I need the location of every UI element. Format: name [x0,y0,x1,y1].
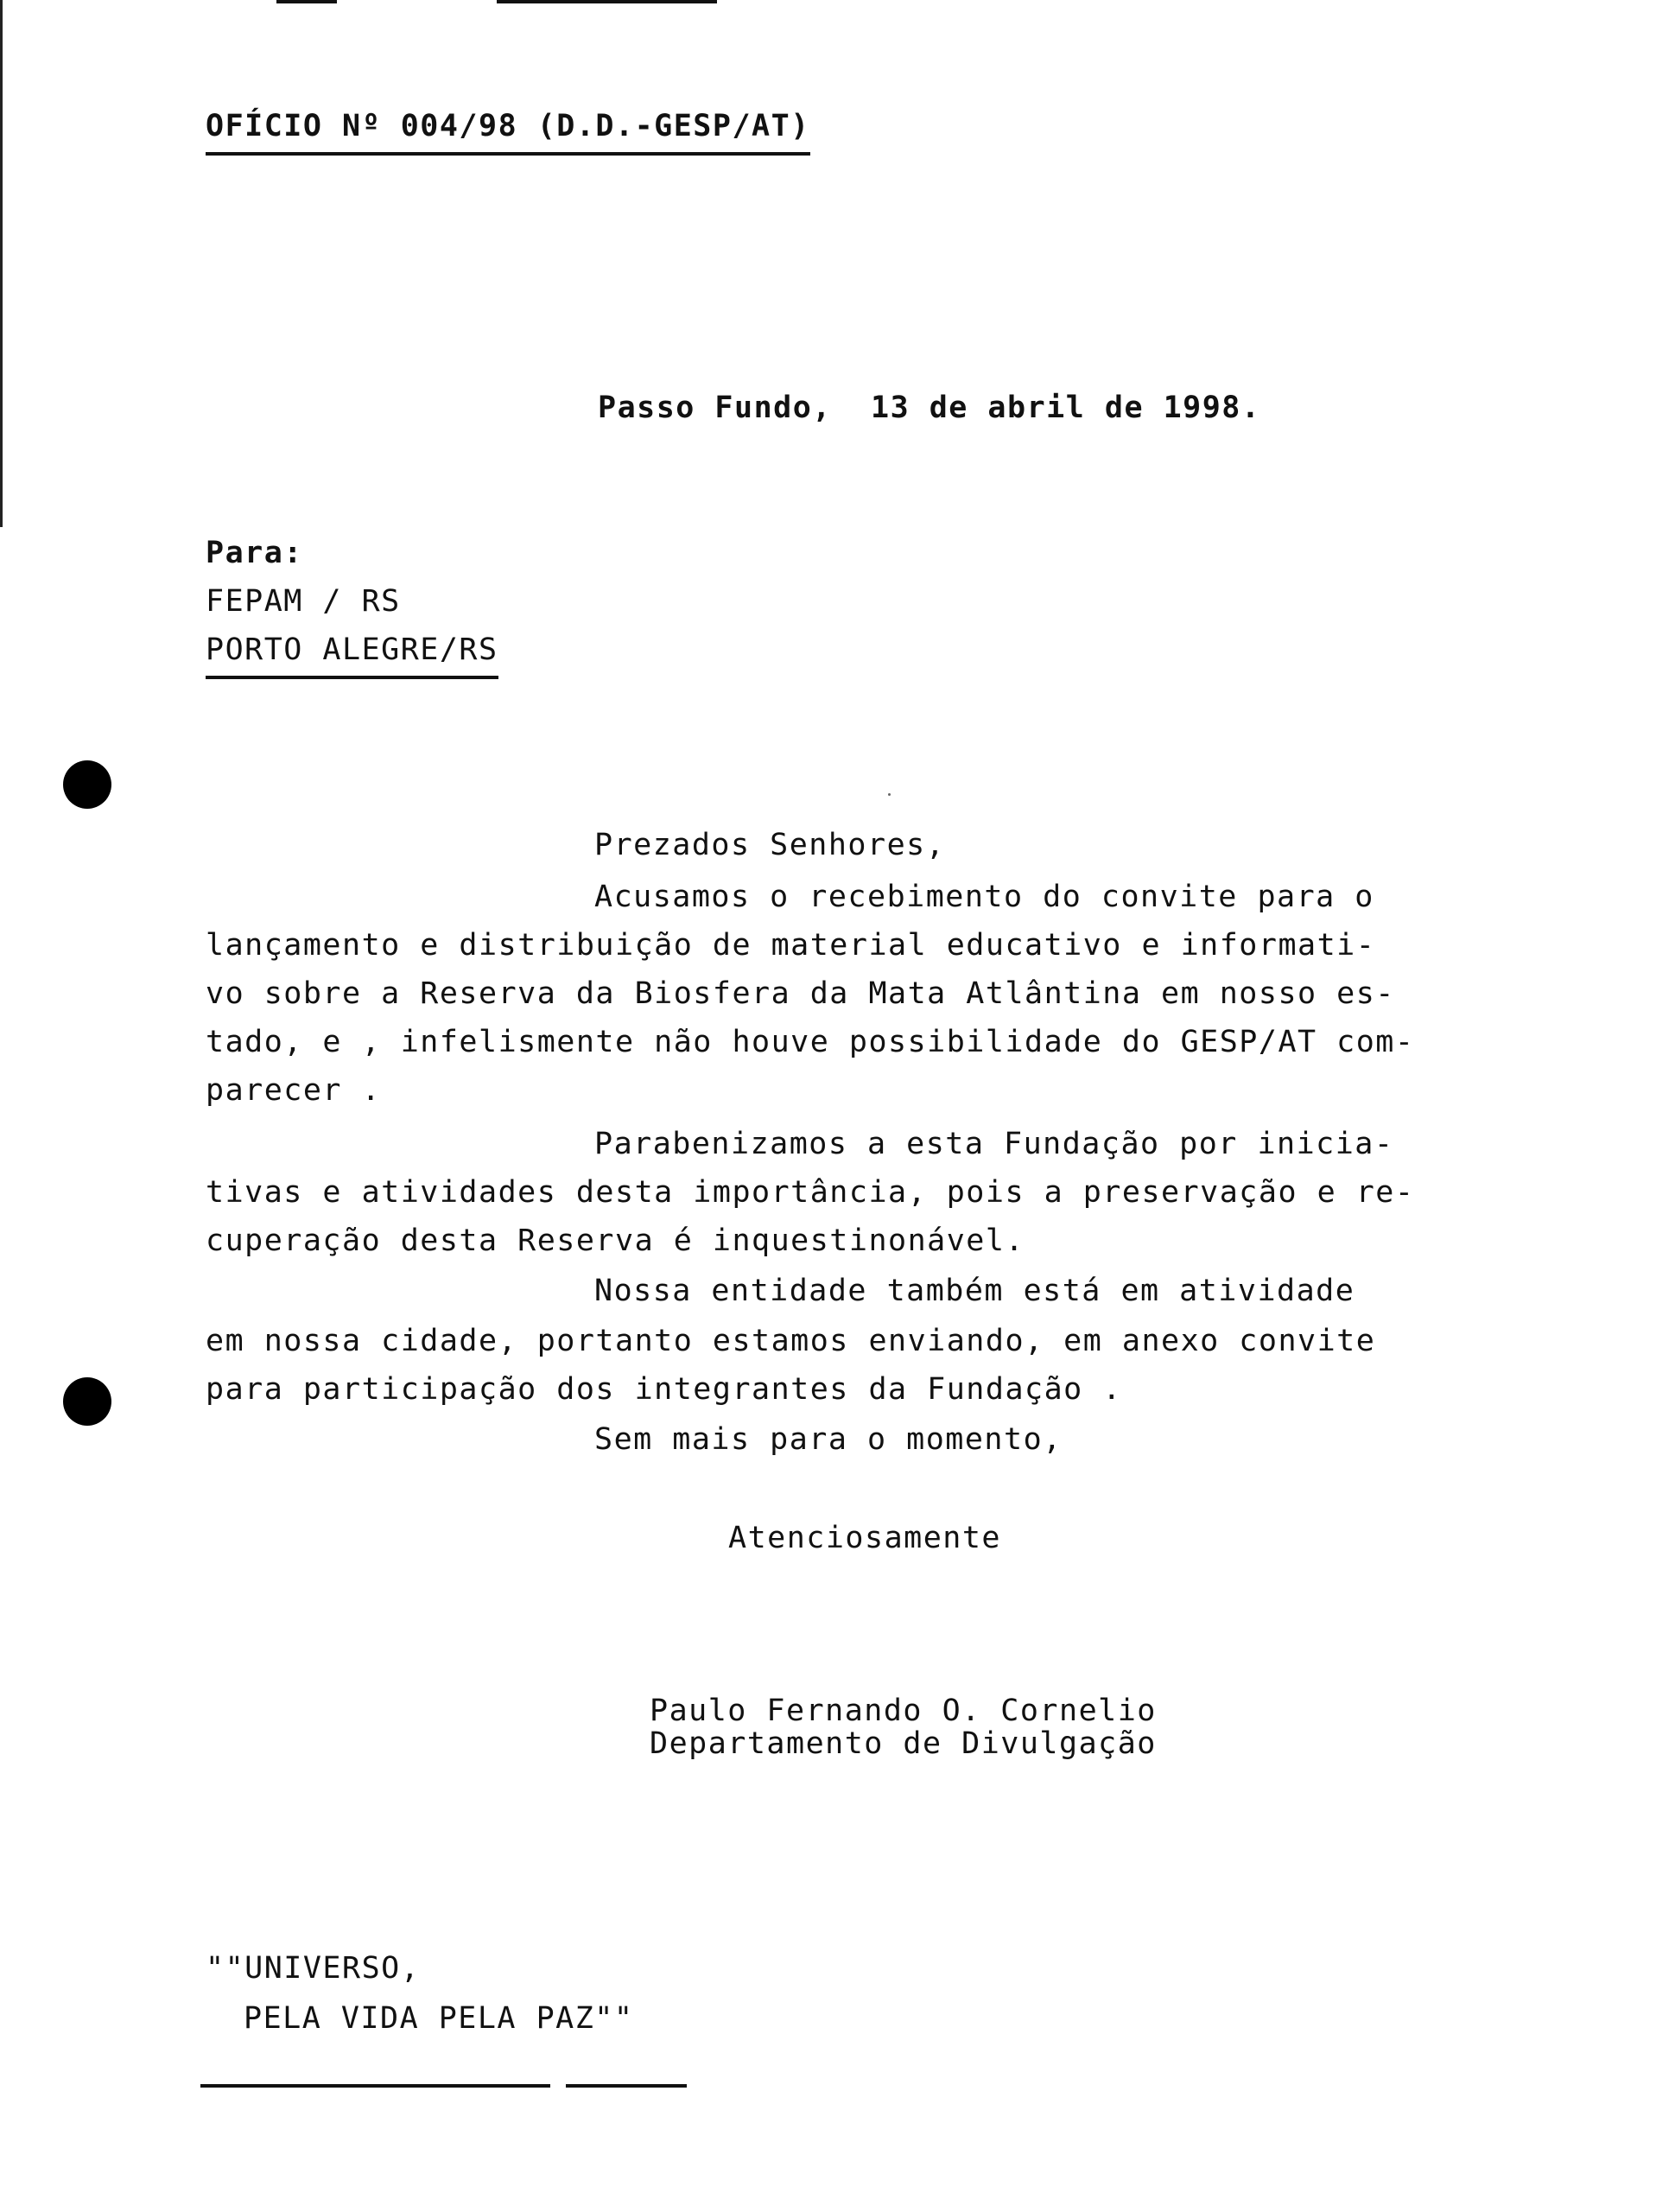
scan-edge-top-right [497,0,717,3]
scan-edge-top-left [276,0,337,3]
document-reference: OFÍCIO Nº 004/98 (D.D.-GESP/AT) [206,102,810,156]
paragraph-1-line-3: vo sobre a Reserva da Biosfera da Mata Atlântina em nosso es- [206,976,1395,1011]
salutation: Prezados Senhores, [594,828,946,862]
paragraph-1-line-4: tado, e , infelismente não houve possibilidade do GESP/AT com- [206,1025,1415,1059]
signature-name: Paulo Fernando O. Cornelio [650,1694,1157,1728]
motto-line-2: PELA VIDA PELA PAZ"" [244,2001,634,2036]
paragraph-3-line-1: Nossa entidade também está em atividade [594,1274,1355,1308]
date-line: Passo Fundo, 13 de abril de 1998. [598,391,1261,425]
bottom-rule-right [566,2084,687,2088]
paragraph-2-line-2: tivas e atividades desta importância, pois a preservação e re- [206,1175,1415,1210]
closing-line: Sem mais para o momento, [594,1422,1063,1457]
bottom-rule-left [200,2084,550,2088]
closing: Atenciosamente [728,1521,1002,1555]
motto-line-1: ""UNIVERSO, [206,1951,421,1986]
paragraph-2-line-1: Parabenizamos a esta Fundação por inicia- [594,1127,1394,1161]
paragraph-2-line-3: cuperação desta Reserva é inquestinonável. [206,1224,1025,1258]
paragraph-1-line-2: lançamento e distribuição de material educativo e informati- [206,928,1376,963]
scan-speck [888,793,891,796]
recipient-line-2: PORTO ALEGRE/RS [206,626,498,679]
paragraph-3-line-2: em nossa cidade, portanto estamos enviando, em anexo convite [206,1324,1376,1358]
paragraph-3-line-3: para participação dos integrantes da Fundação . [206,1372,1122,1407]
punch-hole-lower [63,1377,111,1426]
paragraph-1-line-5: parecer . [206,1073,382,1108]
recipient-label: Para: [206,536,303,570]
paragraph-1-line-1: Acusamos o recebimento do convite para o [594,880,1374,914]
punch-hole-upper [63,760,111,809]
signature-department: Departamento de Divulgação [650,1726,1157,1761]
scan-edge-left [0,0,3,527]
recipient-line-1: FEPAM / RS [206,584,401,619]
